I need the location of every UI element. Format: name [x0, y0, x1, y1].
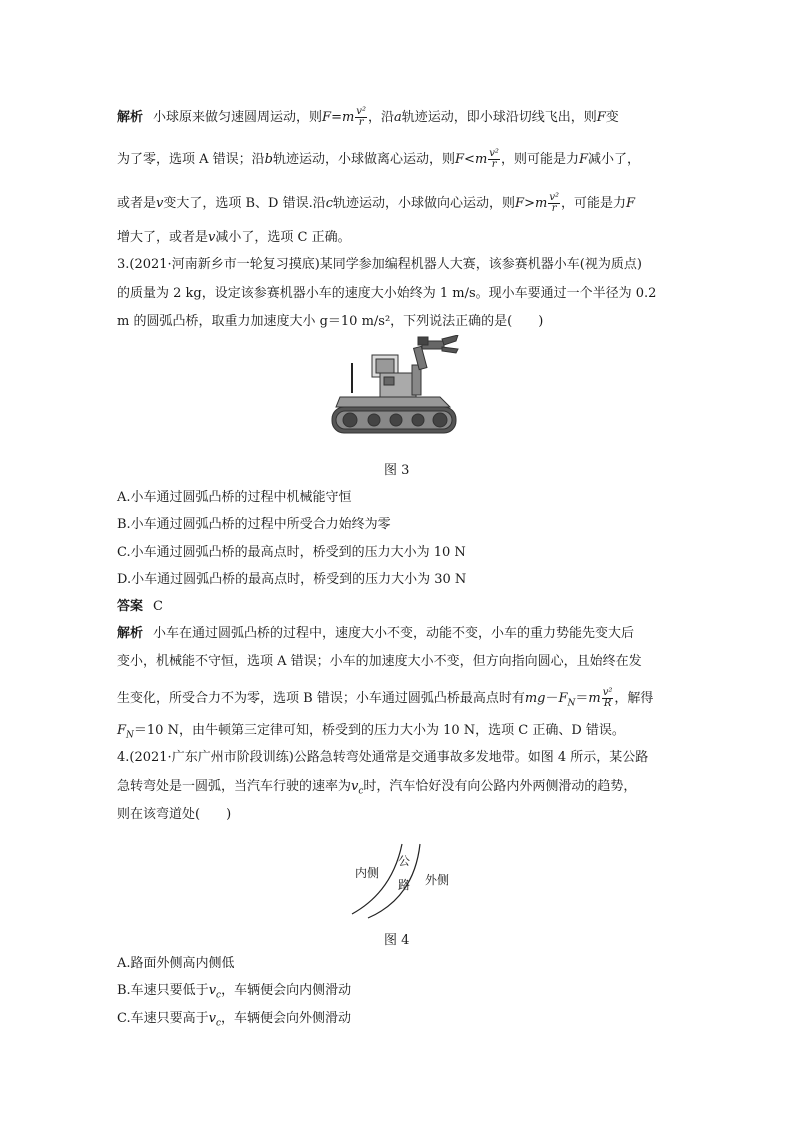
question-4-line-3: 则在该弯道处( ) [117, 807, 232, 822]
text: － [545, 691, 559, 706]
text: 或者是 [117, 196, 157, 211]
text: 变大了，选项 B、D 错误.沿 [163, 196, 326, 211]
q3-explanation-line-1 [117, 625, 677, 643]
answer-value: C [153, 599, 163, 614]
explanation-tag: 解析 [117, 626, 144, 641]
text: 急转弯处是一圆弧，当汽车行驶的速率为 [117, 779, 352, 794]
text: 减小了， [587, 152, 640, 167]
numerator: v² [549, 192, 559, 203]
figure-3-caption: 图 3 [384, 463, 410, 478]
var-F: F [117, 723, 127, 738]
subscript: N [567, 698, 576, 709]
outer-side-label: 外侧 [425, 873, 450, 887]
var-F: F [515, 196, 525, 211]
numerator: v² [602, 687, 613, 698]
question-4-line-2 [117, 778, 677, 801]
fraction [488, 149, 500, 170]
figure-4-caption: 图 4 [384, 933, 410, 948]
robot-car-image [330, 335, 470, 450]
road-label-1: 公 [398, 854, 411, 868]
question-3-line-1: 3.(2021·河南新乡市一轮复习摸底)某同学参加编程机器人大赛，该参赛机器小车(视为质点) [117, 257, 642, 272]
var-F: F [578, 152, 588, 167]
answer-tag: 答案 [117, 599, 144, 614]
subscript: c [215, 1018, 222, 1029]
option-c: C.小车通过圆弧凸桥的最高点时，桥受到的压力大小为 10 N [117, 545, 466, 560]
option-a: A.小车通过圆弧凸桥的过程中机械能守恒 [117, 490, 352, 505]
var-m: m [474, 152, 488, 167]
text: 减小了，选项 C 正确。 [215, 230, 351, 245]
subscript: c [216, 990, 222, 1001]
text: = [331, 110, 342, 125]
text: B.车速只要低于 [117, 983, 209, 998]
var-m: m [341, 110, 355, 125]
explanation-tag: 解析 [117, 110, 144, 125]
var-F: F [558, 691, 568, 706]
denominator: r [551, 203, 557, 214]
answer-line [117, 598, 677, 616]
fraction [602, 688, 614, 709]
var-v: v [208, 1011, 216, 1026]
question-3-line-3: m 的圆弧凸桥，取重力加速度大小 g＝10 m/s²，下列说法正确的是( ) [117, 314, 544, 329]
var-F: F [322, 110, 332, 125]
text: 小车在通过圆弧凸桥的过程中，速度大小不变，动能不变，小车的重力势能先变大后 [153, 626, 635, 641]
text: 增大了，或者是 [117, 230, 209, 245]
q3-explanation-line-3 [117, 688, 677, 713]
text: ，车辆便会向外侧滑动 [221, 1011, 352, 1026]
fraction [355, 107, 367, 128]
var-v: v [208, 983, 217, 998]
subscript: c [358, 786, 364, 797]
denominator: r [491, 159, 497, 170]
text: ＝10 N，由牛顿第三定律可知，桥受到的压力大小为 10 N，选项 C 正确、D 错误。 [133, 723, 625, 738]
numerator: v² [489, 148, 499, 159]
text: < [464, 152, 475, 167]
explanation-line-2 [117, 149, 677, 170]
road-label-2: 路 [398, 878, 411, 892]
explanation-line-1 [117, 107, 677, 128]
var-m: m [534, 196, 548, 211]
fraction [548, 193, 560, 214]
option-b: B.小车通过圆弧凸桥的过程中所受合力始终为零 [117, 517, 391, 532]
numerator: v² [356, 106, 366, 117]
var-v: v [208, 230, 216, 245]
var-a: a [393, 110, 402, 125]
text: ，沿 [367, 110, 394, 125]
text: ，可能是力 [560, 196, 626, 211]
explanation-line-4 [117, 229, 677, 247]
text: > [524, 196, 535, 211]
text: 轨迹运动，小球做离心运动，则 [272, 152, 455, 167]
text: 生变化，所受合力不为零，选项 B 错误；小车通过圆弧凸桥最高点时有 [117, 691, 525, 706]
var-F: F [596, 110, 606, 125]
text: C.车速只要高于 [117, 1011, 209, 1026]
question-4-line-1: 4.(2021·广东广州市阶段训练)公路急转弯处通常是交通事故多发地带。如图 4 所示，某公路 [117, 750, 649, 765]
text: 小球原来做匀速圆周运动，则 [153, 110, 323, 125]
explanation-line-3 [117, 193, 677, 214]
option-d: D.小车通过圆弧凸桥的最高点时，桥受到的压力大小为 30 N [117, 572, 467, 587]
text: 轨迹运动，小球做向心运动，则 [333, 196, 516, 211]
q3-explanation-line-4 [117, 722, 677, 745]
text: ，则可能是力 [500, 152, 579, 167]
inner-side-label: 内侧 [355, 866, 380, 880]
subscript: N [126, 730, 134, 741]
var-mg: mg [524, 691, 546, 706]
text: ，解得 [614, 691, 654, 706]
denominator: r [358, 117, 364, 128]
text: ，车辆便会向内侧滑动 [221, 983, 352, 998]
var-F: F [455, 152, 465, 167]
text: 为了零，选项 A 错误；沿 [117, 152, 265, 167]
var-c: c [325, 196, 334, 211]
var-b: b [264, 152, 273, 167]
denominator: R [603, 698, 612, 709]
text: ＝ [575, 691, 589, 706]
var-v: v [156, 196, 164, 211]
q4-option-a: A.路面外侧高内侧低 [117, 956, 235, 971]
var-F: F [626, 196, 636, 211]
var-m: m [588, 691, 601, 706]
text: 时，汽车恰好没有向公路内外两侧滑动的趋势， [363, 779, 637, 794]
text: 变 [605, 110, 619, 125]
var-v: v [351, 779, 359, 794]
text: 轨迹运动，即小球沿切线飞出，则 [401, 110, 597, 125]
question-3-line-2: 的质量为 2 kg，设定该参赛机器小车的速度大小始终为 1 m/s。现小车要通过一个半径为 0.2 [117, 286, 657, 301]
q4-option-c [117, 1010, 677, 1033]
q3-explanation-line-2: 变小，机械能不守恒，选项 A 错误；小车的加速度大小不变，但方向指向圆心，且始终在发 [117, 654, 642, 669]
q4-option-b [117, 982, 677, 1005]
